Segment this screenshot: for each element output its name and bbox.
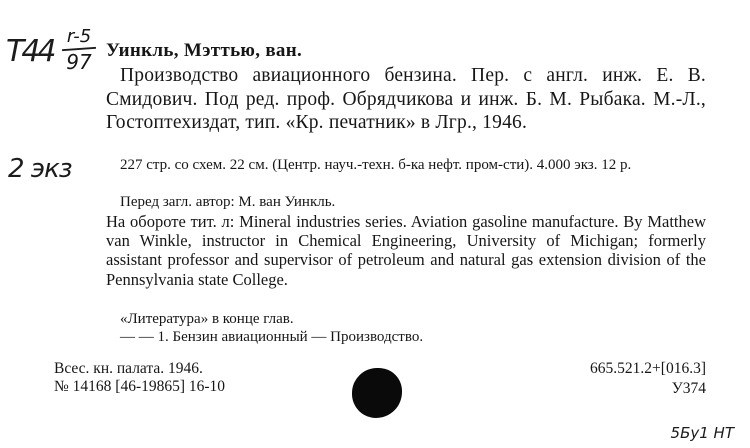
author-heading: Уинкль, Мэттью, ван. <box>106 40 302 61</box>
note-verso: На обороте тит. л: Mineral industries series. Aviation gasoline manufacture. By Matthew van Winkle, instructor in Chemical Engineering, University of Michigan; formerly assistant professor and supervisor of petroleum and natural gas extension division of the Pennsylvania state College. <box>106 212 706 289</box>
subject-heading: — — 1. Бензин авиационный — Производство. <box>120 329 424 345</box>
punch-hole <box>352 368 402 418</box>
record-number: № 14168 [46-19865] 16-10 <box>54 378 226 395</box>
handwritten-shelf-code: T44 <box>6 34 54 69</box>
handwritten-fraction-top: r-5 <box>66 26 92 47</box>
handwritten-fraction <box>62 28 96 72</box>
classification-code: У374 <box>671 380 706 397</box>
handwritten-fraction-bottom: 97 <box>66 50 92 74</box>
title-block: Производство авиационного бензина. Пер. с англ. инж. Е. В. Смидович. Под ред. проф. Обрядчикова и инж. Б. М. Рыбака. М.-Л., Гостоптехиздат, тип. «Кр. печатник» в Лгр., 1946. <box>106 65 706 133</box>
note-bibliography: «Литература» в конце глав. <box>120 311 294 327</box>
handwritten-copies: 2 экз <box>8 154 72 184</box>
collation: 227 стр. со схем. 22 см. (Центр. науч.-техн. б-ка нефт. пром-сти). 4.000 экз. 12 р. <box>120 157 632 173</box>
note-author: Перед загл. автор: М. ван Уинкль. <box>120 194 336 210</box>
book-chamber: Всес. кн. палата. 1946. <box>54 360 203 377</box>
handwritten-corner-mark: 5Бу1 НТ <box>670 424 734 442</box>
udc-index: 665.521.2+[016.3] <box>590 360 706 377</box>
